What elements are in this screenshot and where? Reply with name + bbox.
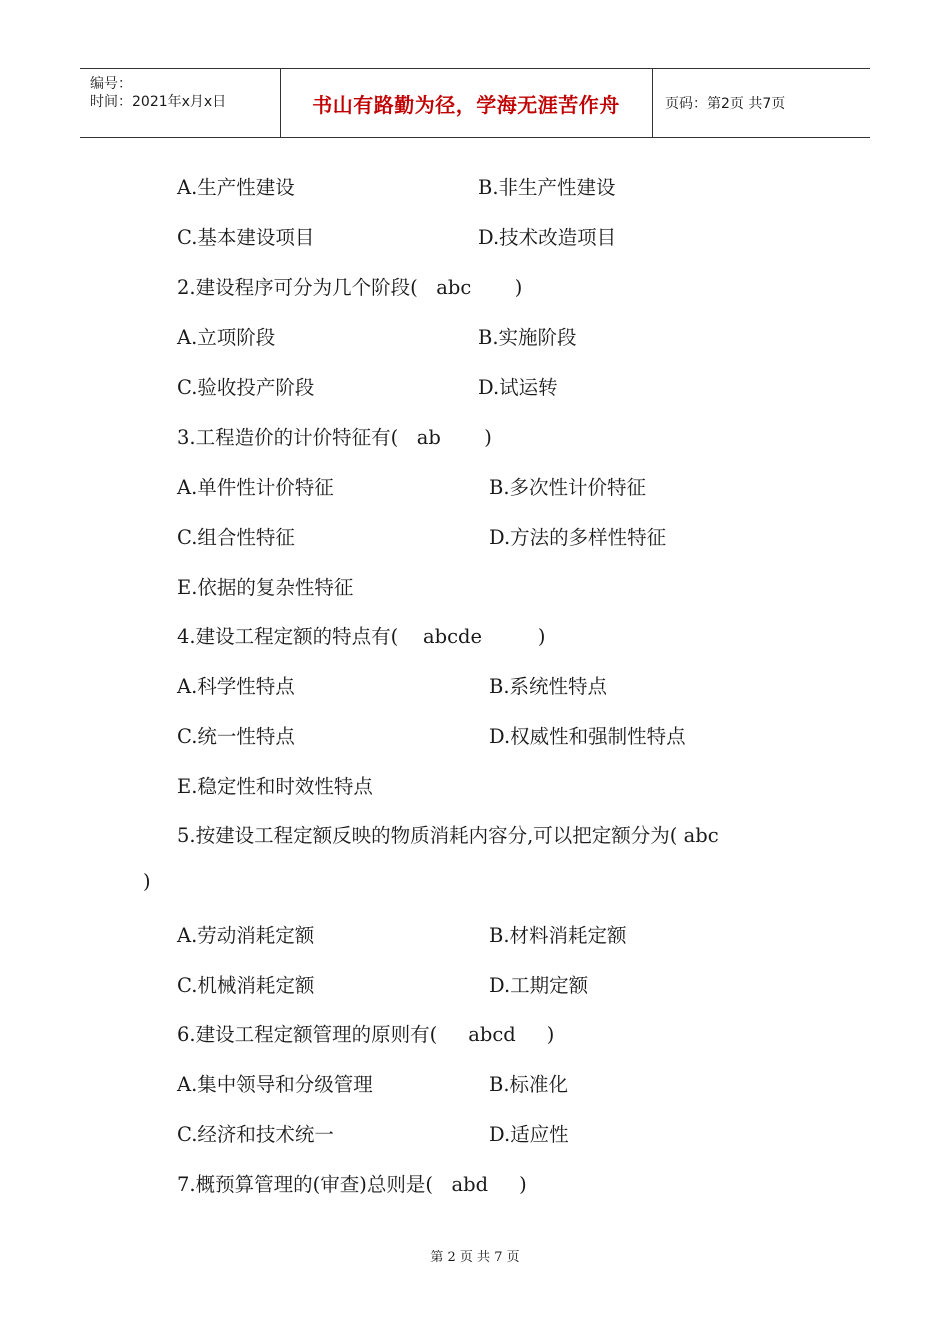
option-b: B.非生产性建设 <box>478 176 616 199</box>
option-b: B.多次性计价特征 <box>489 476 647 499</box>
option-e: E.稳定性和时效性特点 <box>177 775 373 798</box>
option-b: B.标准化 <box>489 1073 569 1096</box>
option-b: B.系统性特点 <box>489 675 608 698</box>
option-d: D.工期定额 <box>489 974 589 997</box>
option-a: A.科学性特点 <box>177 675 295 698</box>
option-c: C.组合性特征 <box>177 526 295 549</box>
option-a: A.单件性计价特征 <box>177 476 334 499</box>
header-motto-cell <box>280 69 653 137</box>
question-5: 5.按建设工程定额反映的物质消耗内容分,可以把定额分为( abc <box>177 824 719 847</box>
option-c: C.机械消耗定额 <box>177 974 315 997</box>
option-d: D.试运转 <box>478 376 558 399</box>
question-5-continuation: ) <box>143 870 151 893</box>
question-2: 2.建设程序可分为几个阶段( abc ) <box>177 276 523 299</box>
page-footer: 第 2 页 共 7 页 <box>430 1250 520 1265</box>
option-c: C.验收投产阶段 <box>177 376 315 399</box>
option-d: D.技术改造项目 <box>478 226 617 249</box>
question-6: 6.建设工程定额管理的原则有( abcd ) <box>177 1023 555 1046</box>
option-c: C.基本建设项目 <box>177 226 315 249</box>
option-b: B.材料消耗定额 <box>489 924 627 947</box>
page-header <box>80 68 870 138</box>
option-a: A.集中领导和分级管理 <box>177 1073 373 1096</box>
option-c: C.统一性特点 <box>177 725 295 748</box>
serial-label: 编号： <box>90 76 132 92</box>
option-c: C.经济和技术统一 <box>177 1123 334 1146</box>
option-d: D.方法的多样性特征 <box>489 526 667 549</box>
page-info: 页码：第2页 共7页 <box>665 96 786 112</box>
option-d: D.权威性和强制性特点 <box>489 725 686 748</box>
motto: 书山有路勤为径，学海无涯苦作舟 <box>312 92 620 117</box>
question-7: 7.概预算管理的(审查)总则是( abd ) <box>177 1173 527 1196</box>
question-4: 4.建设工程定额的特点有( abcde ) <box>177 625 546 648</box>
option-d: D.适应性 <box>489 1123 569 1146</box>
option-a: A.生产性建设 <box>177 176 295 199</box>
option-a: A.劳动消耗定额 <box>177 924 315 947</box>
option-e: E.依据的复杂性特征 <box>177 576 354 599</box>
question-3: 3.工程造价的计价特征有( ab ) <box>177 426 492 449</box>
option-a: A.立项阶段 <box>177 326 276 349</box>
header-page-cell <box>653 69 870 137</box>
header-meta-cell <box>80 69 281 137</box>
date-label: 时间：2021年x月x日 <box>90 94 227 110</box>
option-b: B.实施阶段 <box>478 326 577 349</box>
